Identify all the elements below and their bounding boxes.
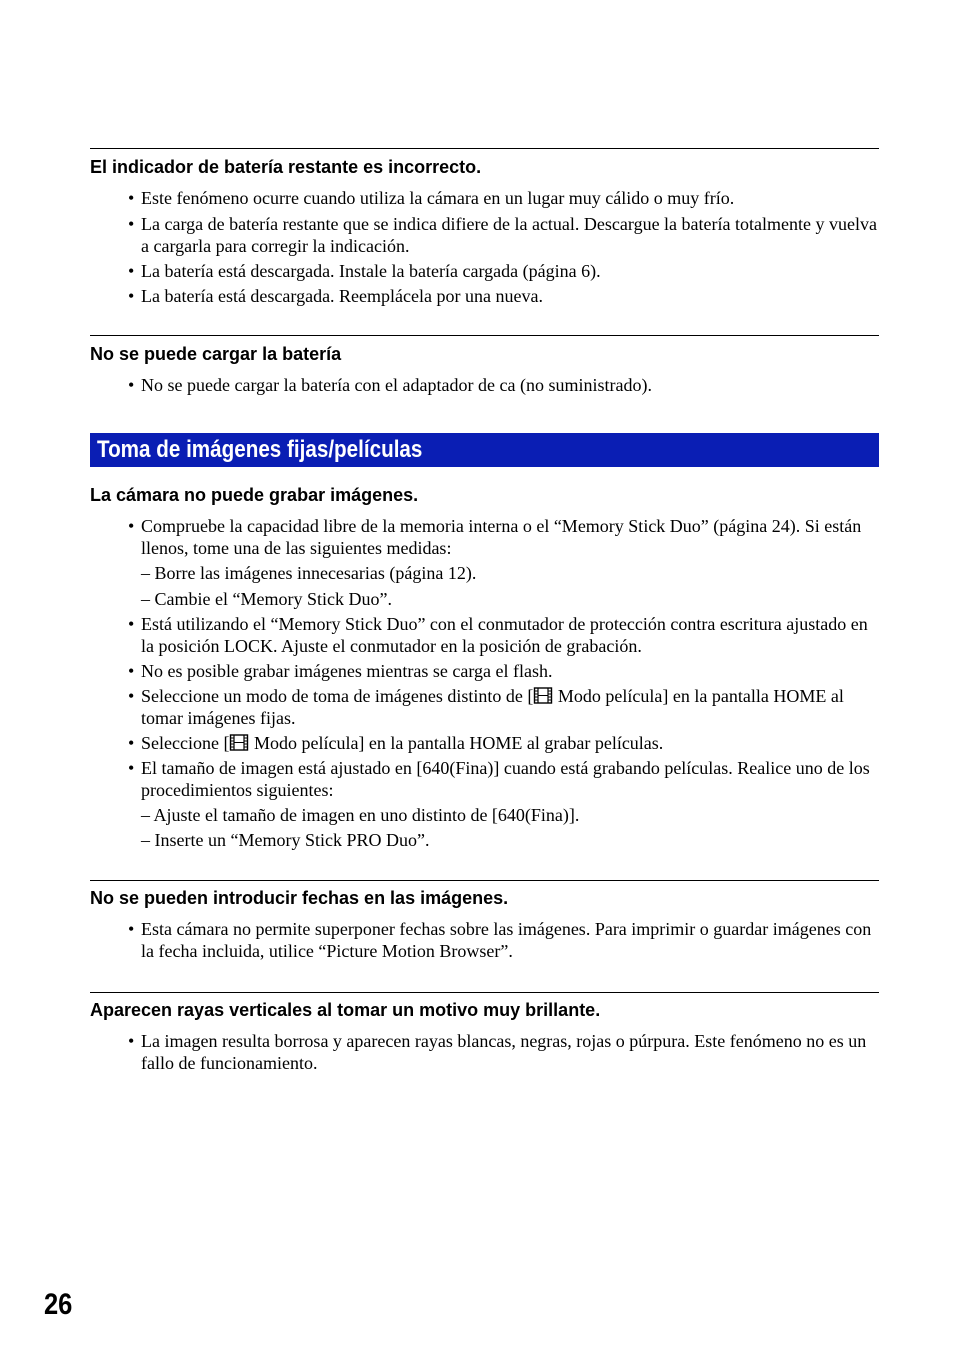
list-item: • La batería está descargada. Reemplácela por una nueva. [128,286,543,306]
bullet: • [128,188,135,208]
section-heading: No se puede cargar la batería [90,344,342,364]
bullet: • [128,919,135,939]
section-heading: No se pueden introducir fechas en las imágenes. [90,888,509,908]
bullet: • [128,1031,135,1051]
list-item: • La carga de batería restante que se indica difiere de la actual. Descargue la batería totalmente y vuelva a cargarla para corregir la indicación. [128,214,877,256]
bullet: • [128,516,135,536]
sub-item: – Ajuste el tamaño de imagen en uno distinto de [640(Fina)]. [141,805,580,825]
section-divider [90,880,879,881]
list-item: • El tamaño de imagen está ajustado en [640(Fina)] cuando está grabando películas. Realice uno de los procedimientos siguientes: [128,758,870,800]
list-item: • Esta cámara no permite superponer fechas sobre las imágenes. Para imprimir o guardar imágenes con la fecha incluida, utilice “Picture Motion Browser”. [128,919,872,961]
section-heading: La cámara no puede grabar imágenes. [90,485,419,505]
list-item: • Seleccione [ Modo película] en la pantalla HOME al grabar películas. [128,733,664,753]
list-item: • Está utilizando el “Memory Stick Duo” con el conmutador de protección contra escritura ajustado en la posición LOCK. Ajuste el conmutador en la posición de grabación. [128,614,868,656]
bullet: • [128,375,135,395]
list-item: • No se puede cargar la batería con el adaptador de ca (no suministrado). [128,375,652,395]
section-heading: El indicador de batería restante es incorrecto. [90,157,482,177]
bullet: • [128,286,135,306]
section-heading: Aparecen rayas verticales al tomar un motivo muy brillante. [90,1000,601,1020]
chapter-title: Toma de imágenes fijas/películas [97,436,423,463]
sub-item: – Cambie el “Memory Stick Duo”. [141,589,392,609]
section-divider [90,148,879,149]
page-number: 26 [44,1288,73,1321]
bullet: • [128,614,135,634]
sub-item: – Inserte un “Memory Stick PRO Duo”. [141,830,430,850]
list-item: • La batería está descargada. Instale la batería cargada (página 6). [128,261,601,281]
chapter-banner [90,433,879,467]
section-divider [90,335,879,336]
movie-mode-icon [533,687,553,704]
bullet: • [128,758,135,778]
bullet: • [128,261,135,281]
sub-item: – Borre las imágenes innecesarias (página 12). [141,563,477,583]
list-item: • No es posible grabar imágenes mientras se carga el flash. [128,661,553,681]
list-item: • Compruebe la capacidad libre de la memoria interna o el “Memory Stick Duo” (página 24). Si están llenos, tome una de las siguientes medidas: [128,516,862,558]
list-item: • Seleccione un modo de toma de imágenes distinto de [ Modo película] en la pantalla HOME al tomar imágenes fijas. [128,686,844,728]
section-divider [90,992,879,993]
bullet: • [128,733,135,753]
bullet: • [128,686,135,706]
bullet: • [128,661,135,681]
list-item: • La imagen resulta borrosa y aparecen rayas blancas, negras, rojas o púrpura. Este fenómeno no es un fallo de funcionamiento. [128,1031,867,1073]
movie-mode-icon [229,734,249,751]
list-item: • Este fenómeno ocurre cuando utiliza la cámara en un lugar muy cálido o muy frío. [128,188,735,208]
bullet: • [128,214,135,234]
